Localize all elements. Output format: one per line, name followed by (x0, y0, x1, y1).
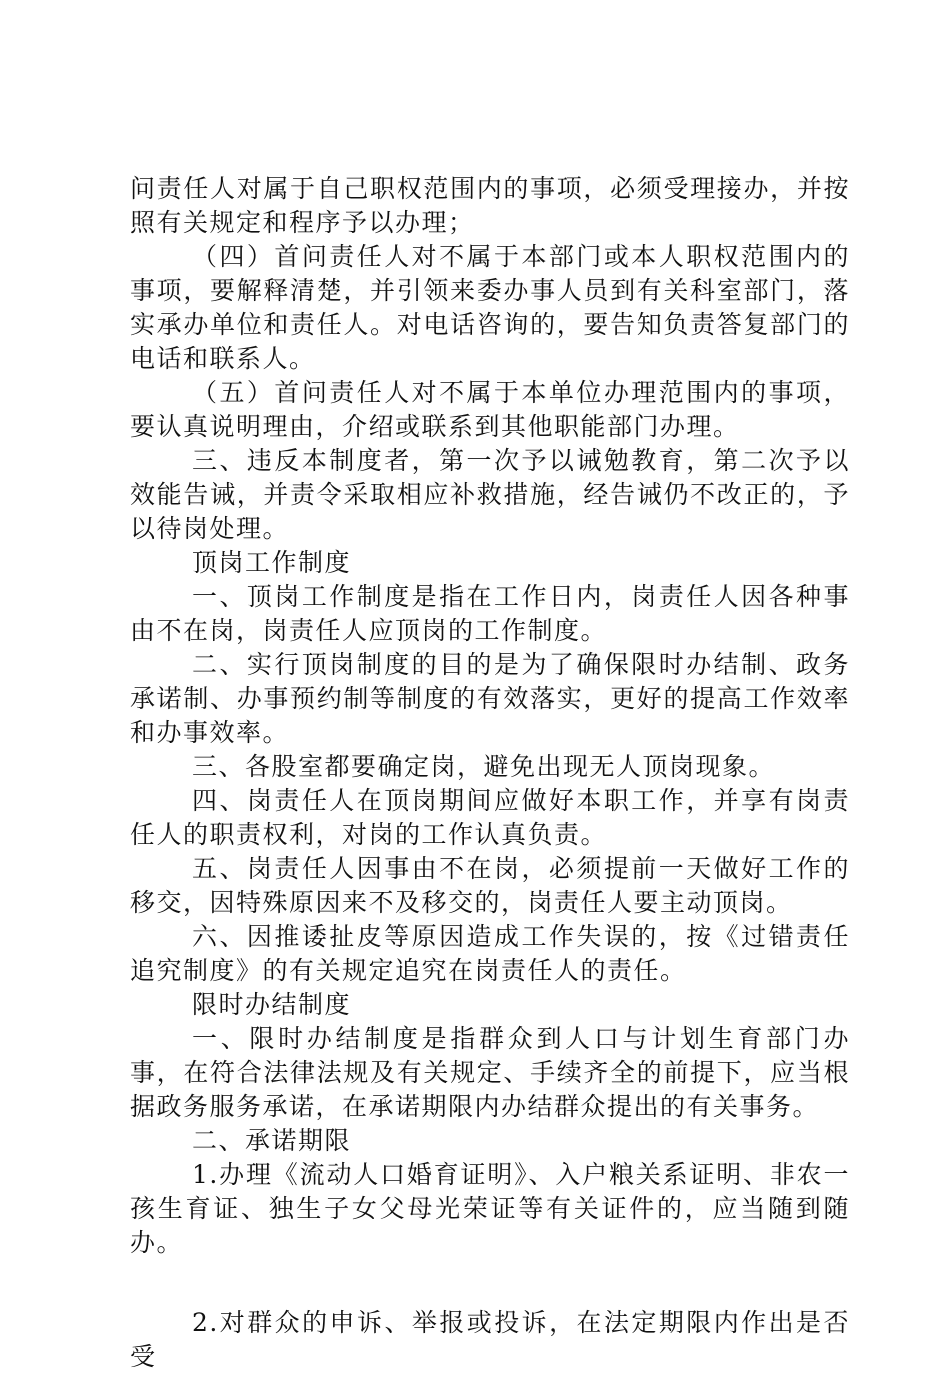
paragraph-cover-4: 四、岗责任人在顶岗期间应做好本职工作，并享有岗责任人的职责权利，对岗的工作认真负责。 (130, 786, 850, 849)
heading-time-limit-system: 限时办结制度 (192, 990, 352, 1019)
paragraph-cover-6: 六、因推诿扯皮等原因造成工作失误的，按《过错责任追究制度》的有关规定追究在岗责任人的责任。 (130, 922, 850, 985)
paragraph-commitment-2: 2.对群众的申诉、举报或投诉，在法定期限内作出是否受 (130, 1308, 850, 1371)
paragraph-cover-5: 五、岗责任人因事由不在岗，必须提前一天做好工作的移交，因特殊原因来不及移交的，岗责任人要主动顶岗。 (130, 854, 850, 917)
paragraph-item-5: （五）首问责任人对不属于本单位办理范围内的事项，要认真说明理由，介绍或联系到其他职能部门办理。 (130, 378, 850, 441)
document-body (130, 172, 850, 1374)
paragraph-time-limit-2: 二、承诺期限 (192, 1126, 352, 1155)
heading-shift-cover-system: 顶岗工作制度 (192, 548, 352, 577)
paragraph-cover-3: 三、各股室都要确定岗，避免出现无人顶岗现象。 (192, 752, 776, 781)
paragraph-commitment-1: 1.办理《流动人口婚育证明》、入户粮关系证明、非农一孩生育证、独生子女父母光荣证等有关证件的，应当随到随办。 (130, 1160, 850, 1257)
paragraph-item-4: （四）首问责任人对不属于本部门或本人职权范围内的事项，要解释清楚，并引领来委办事人员到有关科室部门，落实承办单位和责任人。对电话咨询的，要告知负责答复部门的电话和联系人。 (130, 242, 850, 373)
paragraph-continuation: 问责任人对属于自己职权范围内的事项，必须受理接办，并按照有关规定和程序予以办理； (130, 174, 850, 237)
paragraph-section-3: 三、违反本制度者，第一次予以诫勉教育，第二次予以效能告诫，并责令采取相应补救措施，经告诫仍不改正的，予以待岗处理。 (130, 446, 850, 543)
paragraph-time-limit-1: 一、限时办结制度是指群众到人口与计划生育部门办事，在符合法律法规及有关规定、手续齐全的前提下，应当根据政务服务承诺，在承诺期限内办结群众提出的有关事务。 (130, 1024, 850, 1121)
paragraph-cover-2: 二、实行顶岗制度的目的是为了确保限时办结制、政务承诺制、办事预约制等制度的有效落实，更好的提高工作效率和办事效率。 (130, 650, 850, 747)
paragraph-cover-1: 一、顶岗工作制度是指在工作日内，岗责任人因各种事由不在岗，岗责任人应顶岗的工作制度。 (130, 582, 850, 645)
